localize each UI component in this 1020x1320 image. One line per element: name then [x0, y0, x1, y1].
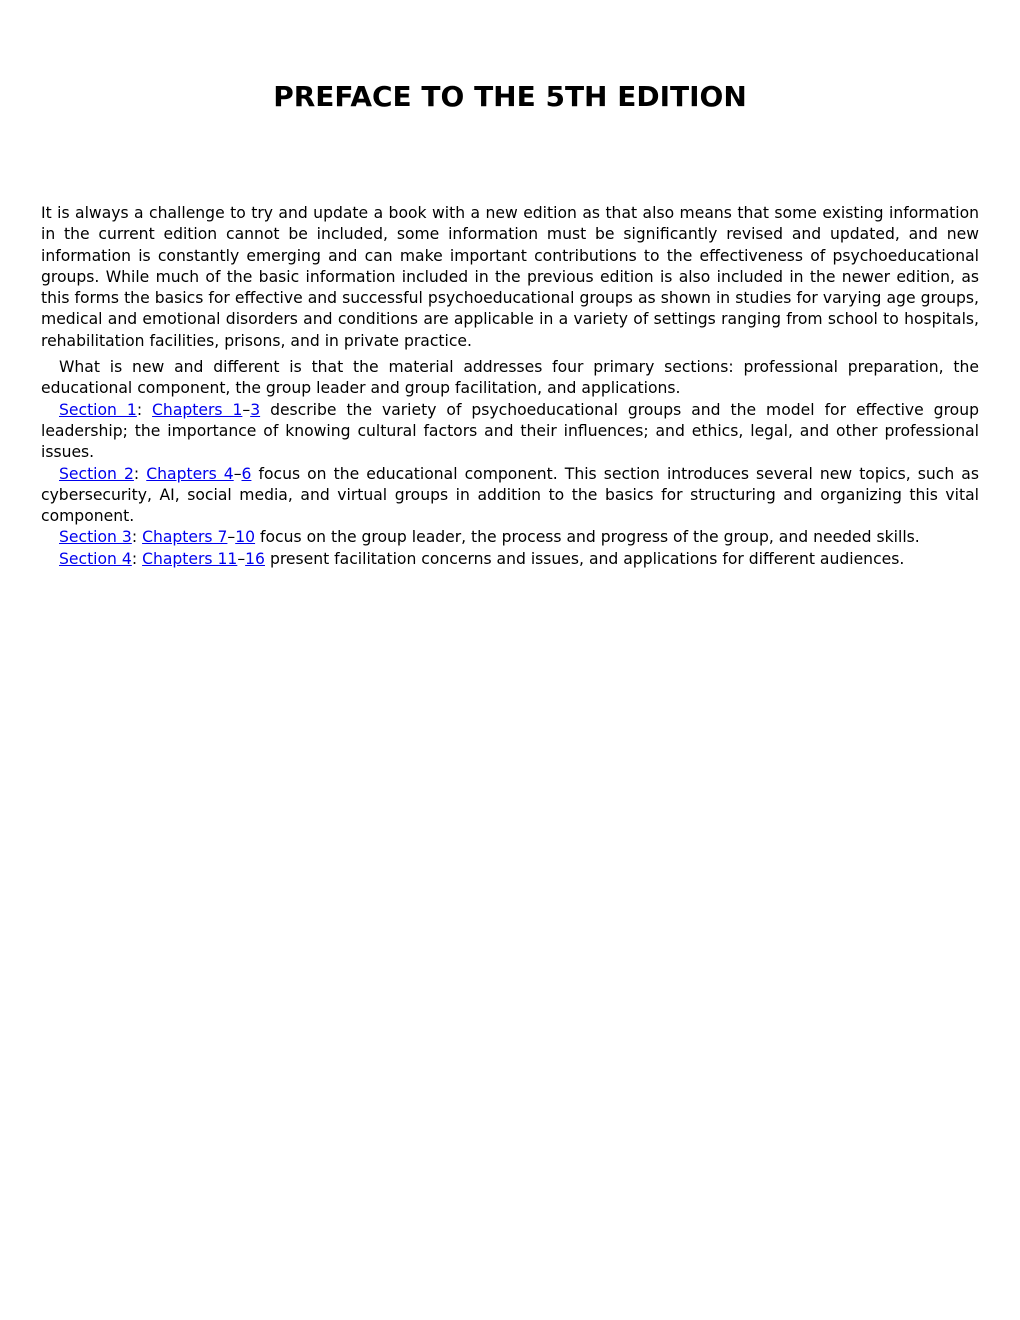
chapter-6-link[interactable]: 6: [241, 464, 252, 483]
section-2-colon: :: [133, 464, 140, 483]
chapter-16-link[interactable]: 16: [245, 549, 265, 568]
chapter-3-link[interactable]: 3: [250, 400, 261, 419]
section-4-text: present facilitation concerns and issues, and applications for different audiences.: [264, 549, 905, 568]
section-2-text: focus on the educational component. This section introduces several new topics, such as cybersecurity, AI, social media, and virtual groups in addition to the basics for structuring and organizing this vital component.: [41, 464, 979, 526]
page-title: PREFACE TO THE 5TH EDITION: [273, 80, 747, 113]
section-3-dash: –: [227, 528, 236, 547]
section-4-paragraph: [41, 549, 979, 570]
section-4-colon: :: [131, 549, 138, 568]
section-3-paragraph: [41, 527, 979, 548]
section-2-link[interactable]: Section 2: [59, 464, 134, 483]
chapters-4-link[interactable]: Chapters 4: [146, 464, 234, 483]
section-1-text: describe the variety of psychoeducational groups and the model for effective group leadership; the importance of knowing cultural factors and their influences; and ethics, legal, and other professional issues.: [41, 400, 979, 462]
section-3-text: focus on the group leader, the process and progress of the group, and needed skills.: [255, 528, 920, 547]
section-3-colon: :: [131, 528, 138, 547]
intro-paragraph: It is always a challenge to try and update a book with a new edition as that also means that some existing information in the current edition cannot be included, some information must be significantly revised and updated, and new information is constantly emerging and can make important contributions to the effectiveness of psychoeducational groups. While much of the basic information included in the previous edition is also included in the newer edition, as this forms the basics for effective and successful psychoeducational groups as shown in studies for varying age groups, medical and emotional disorders and conditions are applicable in a variety of settings ranging from school to hospitals, rehabilitation facilities, prisons, and in private practice.: [41, 204, 979, 350]
preface-body: [41, 203, 979, 570]
chapters-11-link[interactable]: Chapters 11: [142, 549, 238, 568]
chapters-1-link[interactable]: Chapters 1: [152, 400, 243, 419]
section-1-link[interactable]: Section 1: [59, 400, 137, 419]
section-2-paragraph: [41, 464, 979, 528]
chapters-7-link[interactable]: Chapters 7: [142, 528, 228, 547]
section-3-link[interactable]: Section 3: [59, 528, 132, 547]
section-4-link[interactable]: Section 4: [59, 549, 132, 568]
section-4-dash: –: [237, 549, 246, 568]
section-1-paragraph: [41, 400, 979, 464]
section-1-colon: :: [136, 400, 143, 419]
chapter-10-link[interactable]: 10: [235, 528, 256, 547]
new-material-paragraph: What is new and different is that the material addresses four primary sections: professional preparation, the educational component, the group leader and group facilitation, and applications.: [41, 358, 979, 398]
section-2-dash: –: [233, 464, 242, 483]
section-1-dash: –: [242, 400, 251, 419]
